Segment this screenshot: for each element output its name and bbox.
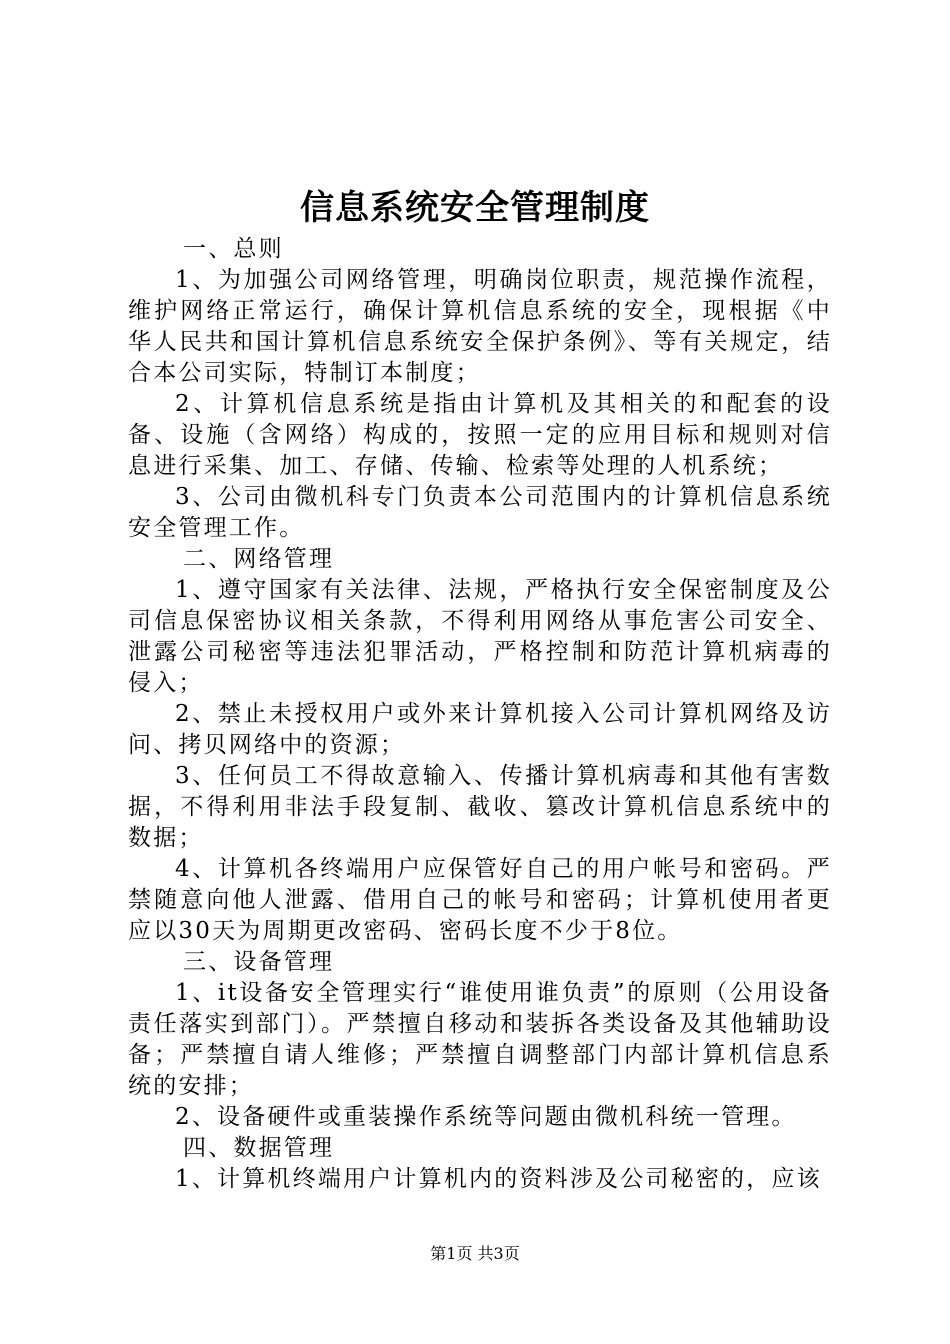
- paragraph: 2、计算机信息系统是指由计算机及其相关的和配套的设备、设施（含网络）构成的，按照一定的应用目标和规则对信息进行采集、加工、存储、传输、检索等处理的人机系统；: [128, 391, 832, 479]
- document-body: [128, 234, 832, 1195]
- paragraph: 3、公司由微机科专门负责本公司范围内的计算机信息系统安全管理工作。: [128, 484, 832, 541]
- paragraph: 4、计算机各终端用户应保管好自己的用户帐号和密码。严禁随意向他人泄露、借用自己的帐号和密码；计算机使用者更应以30天为周期更改密码、密码长度不少于8位。: [128, 856, 832, 944]
- section-heading-equipment: 三、设备管理: [183, 949, 335, 975]
- section-heading-general: 一、总则: [183, 236, 284, 262]
- paragraph: 2、禁止未授权用户或外来计算机接入公司计算机网络及访问、拷贝网络中的资源；: [128, 701, 832, 758]
- section-heading-network: 二、网络管理: [183, 546, 335, 572]
- paragraph: 2、设备硬件或重装操作系统等问题由微机科统一管理。: [175, 1104, 797, 1130]
- document-title: 信息系统安全管理制度: [300, 188, 650, 228]
- paragraph: 1、it设备安全管理实行“谁使用谁负责”的原则（公用设备责任落实到部门）。严禁擅自移动和装拆各类设备及其他辅助设备；严禁擅自请人维修；严禁擅自调整部门内部计算机信息系统的安排；: [128, 980, 832, 1099]
- page-footer: 第1页 共3页: [430, 1244, 520, 1263]
- paragraph: 1、为加强公司网络管理，明确岗位职责，规范操作流程，维护网络正常运行，确保计算机信息系统的安全，现根据《中华人民共和国计算机信息系统安全保护条例》、等有关规定，结合本公司实际，特制订本制度；: [128, 267, 832, 386]
- paragraph: 1、计算机终端用户计算机内的资料涉及公司秘密的，应该: [175, 1166, 822, 1192]
- paragraph: 3、任何员工不得故意输入、传播计算机病毒和其他有害数据，不得利用非法手段复制、截收、篡改计算机信息系统中的数据；: [128, 763, 832, 851]
- paragraph: 1、遵守国家有关法律、法规，严格执行安全保密制度及公司信息保密协议相关条款，不得利用网络从事危害公司安全、泄露公司秘密等违法犯罪活动，严格控制和防范计算机病毒的侵入；: [128, 577, 832, 696]
- section-heading-data: 四、数据管理: [183, 1135, 335, 1161]
